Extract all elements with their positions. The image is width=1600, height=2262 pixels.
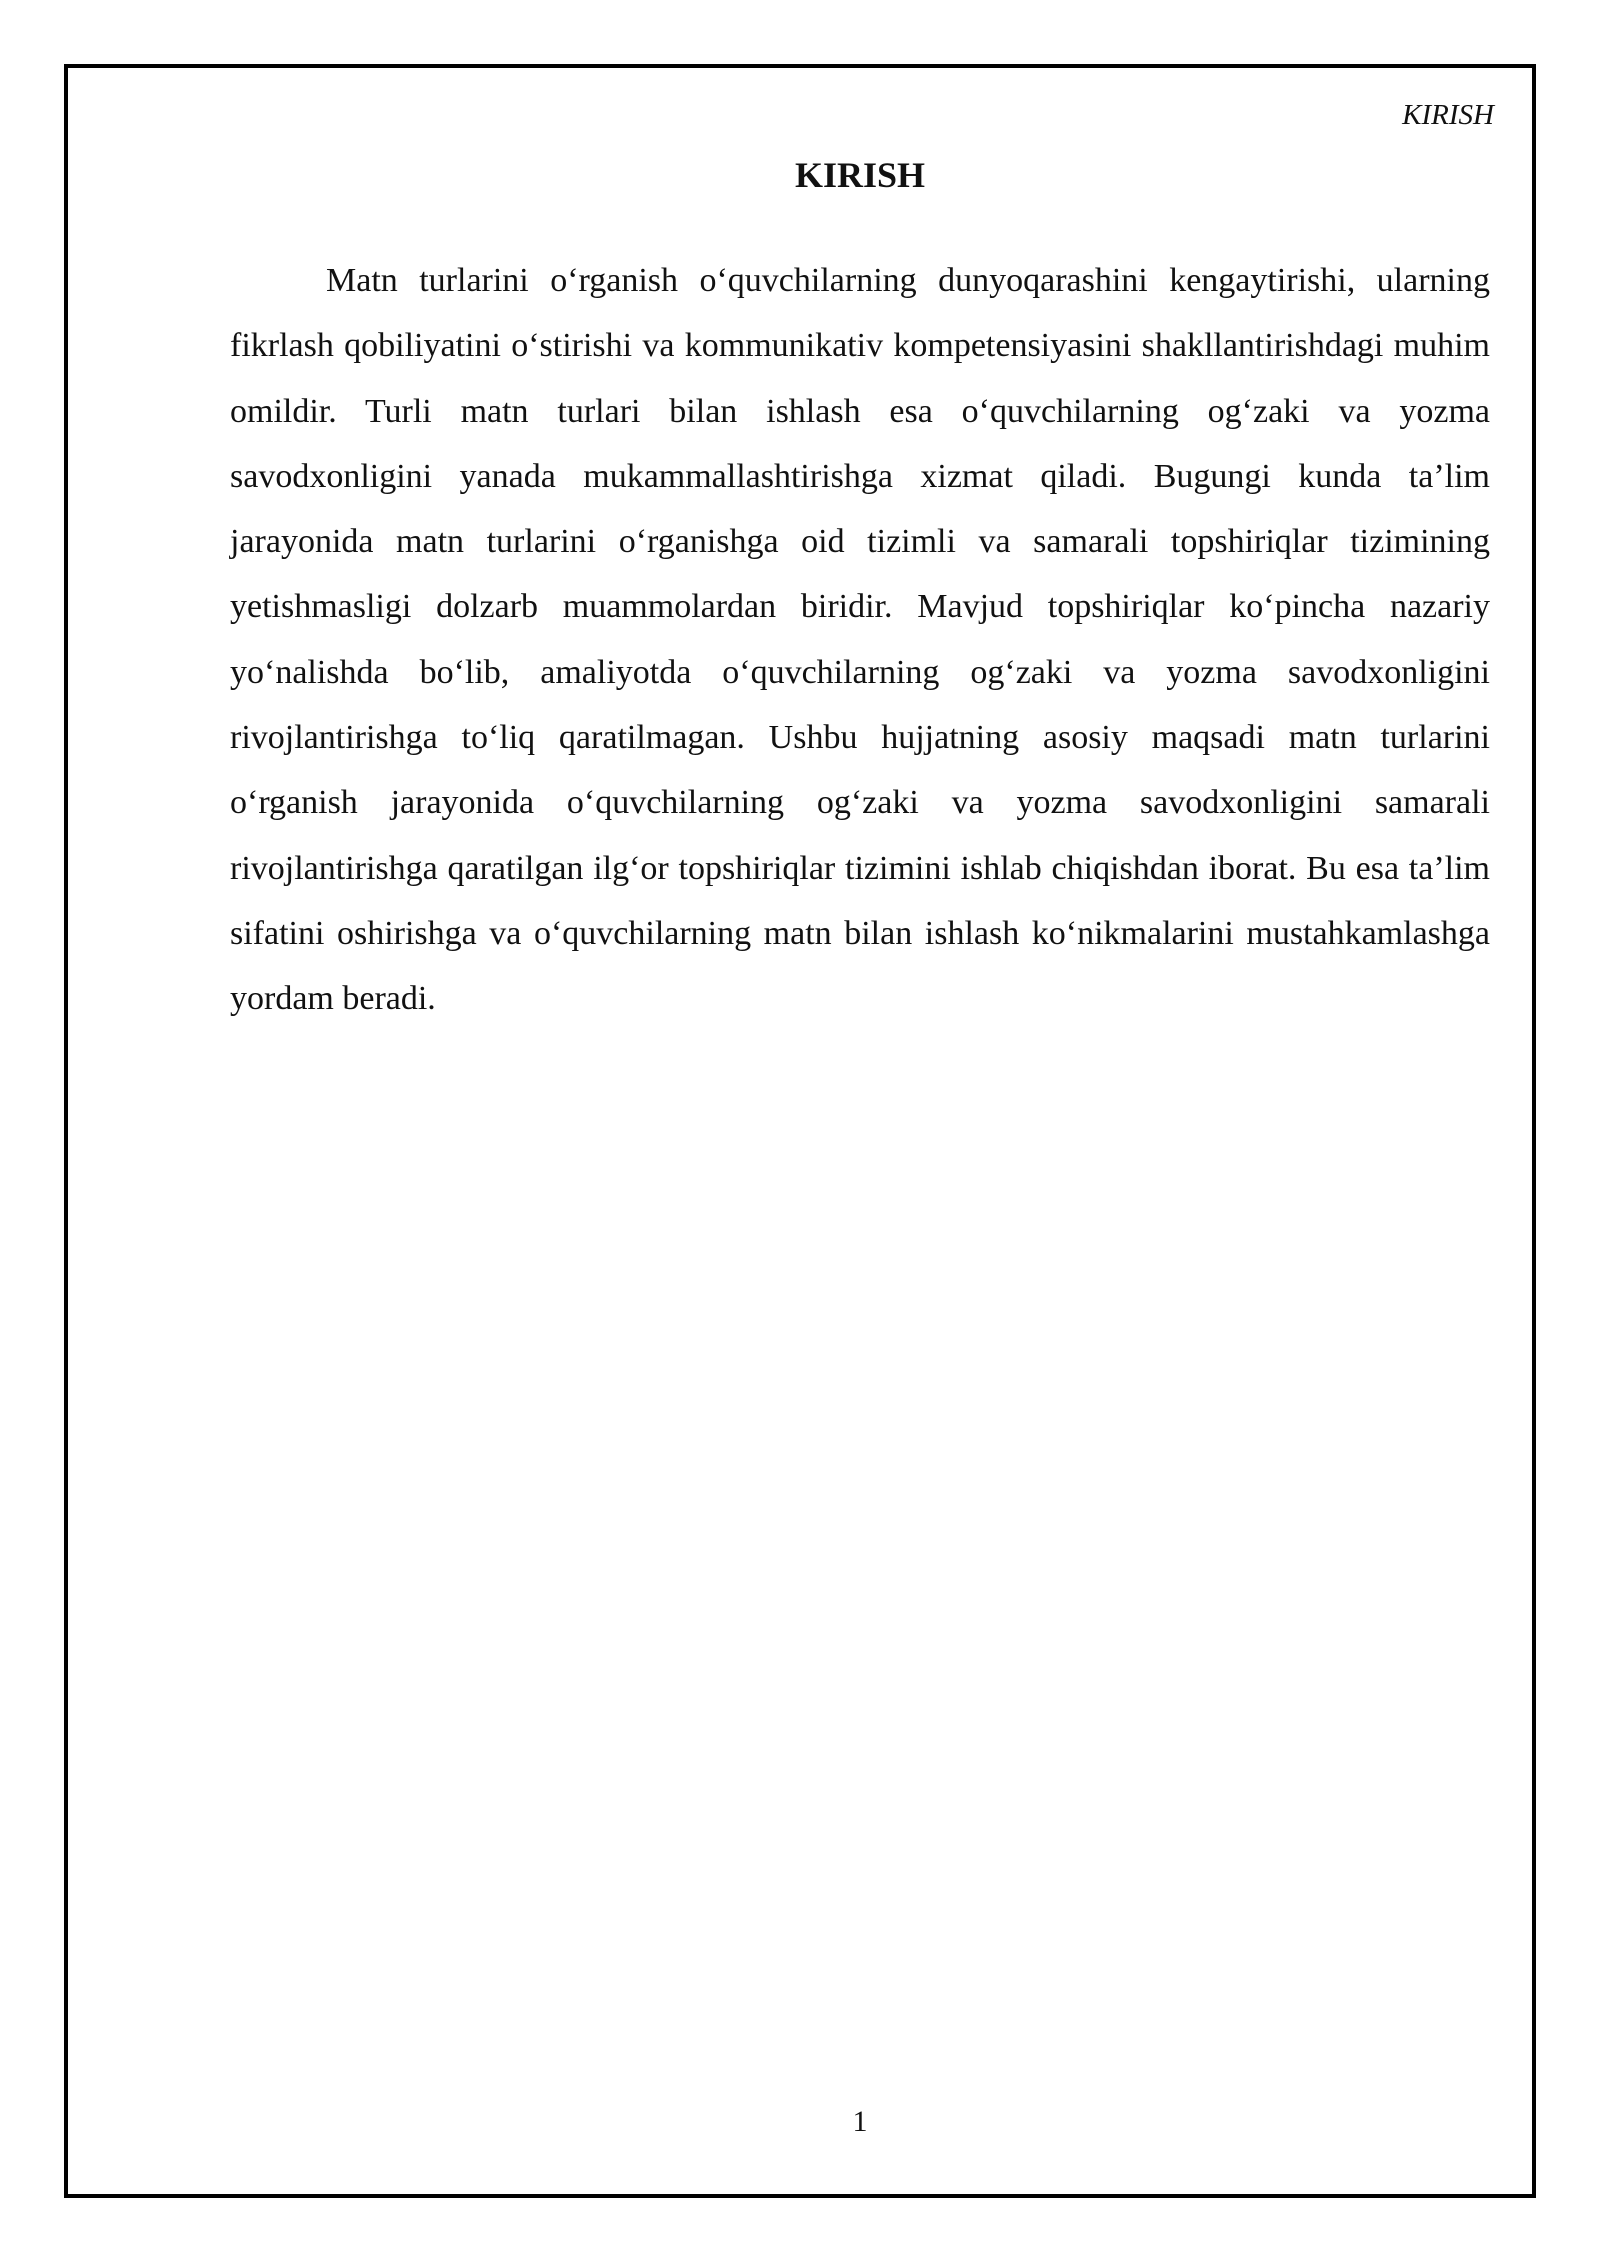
body-paragraph: Matn turlarini o‘rganish o‘quvchilarning dunyoqarashini kengaytirishi, ularning fikrlash qobiliyatini o‘stirishi va kommunikativ kompetensiyasini shakllantirishdagi muhim omildir. Turli matn turlari bilan ishlash esa o‘quvchilarning og‘zaki va yozma savodxonligini yanada mukammallashtirishga xizmat qiladi. Bugungi kunda ta’lim jarayonida matn turlarini o‘rganishga oid tizimli va samarali topshiriqlar tizimining yetishmasligi dolzarb muammolardan biridir. Mavjud topshiriqlar ko‘pincha nazariy yo‘nalishda bo‘lib, amaliyotda o‘quvchilarning og‘zaki va yozma savodxonligini rivojlantirishga to‘liq qaratilmagan. Ushbu hujjatning asosiy maqsadi matn turlarini o‘rganish jarayonida o‘quvchilarning og‘zaki va yozma savodxonligini samarali rivojlantirishga qaratilgan ilg‘or topshiriqlar tizimini ishlab chiqishdan iborat. Bu esa ta’lim sifatini oshirishga va o‘quvchilarning matn bilan ishlash ko‘nikmalarini mustahkamlashga yordam beradi. (230, 262, 1490, 1018)
page-number: 1 (852, 2105, 868, 2138)
page-title: KIRISH (794, 155, 926, 195)
running-header: KIRISH (1402, 99, 1494, 131)
